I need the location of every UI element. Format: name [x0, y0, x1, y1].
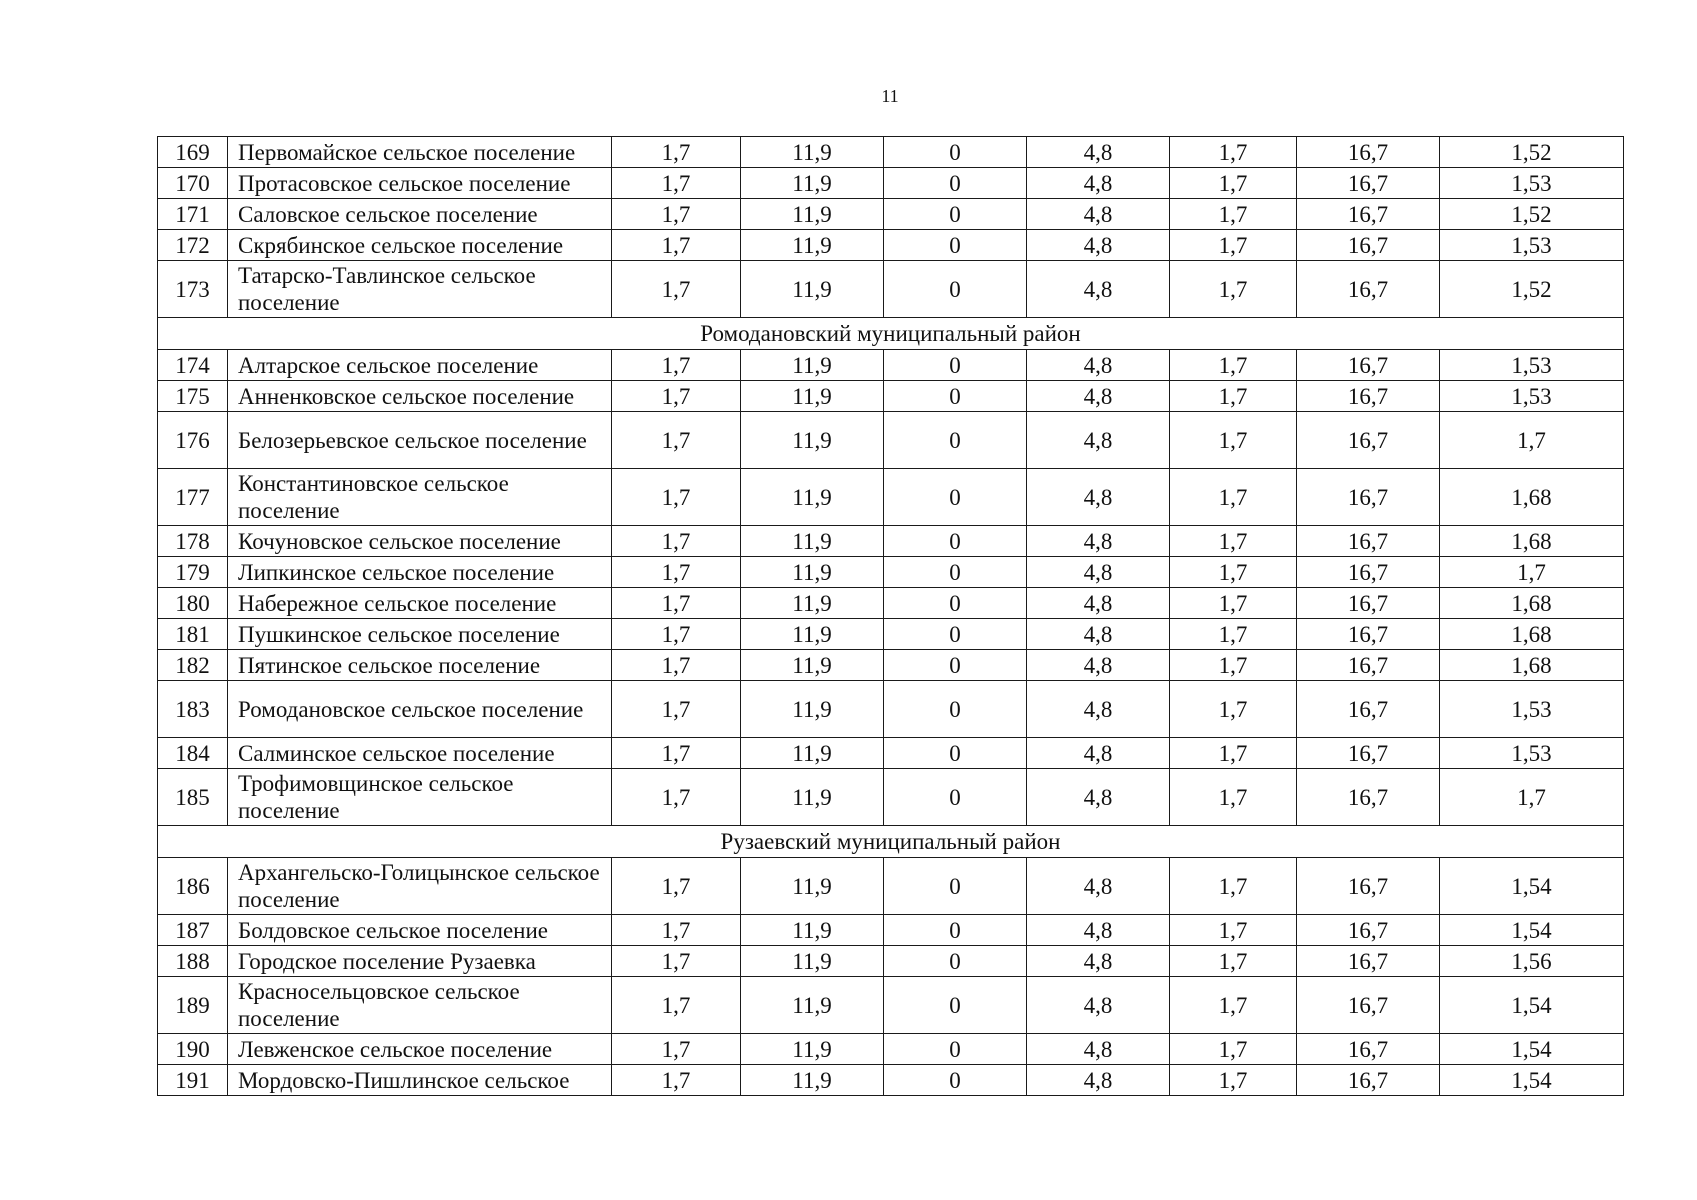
value-cell-3: 0 — [884, 619, 1027, 650]
value-cell-4: 4,8 — [1027, 261, 1170, 318]
value-cell-2: 11,9 — [741, 137, 884, 168]
value-cell-7: 1,53 — [1440, 168, 1624, 199]
value-cell-5: 1,7 — [1170, 1065, 1297, 1096]
value-cell-5: 1,7 — [1170, 526, 1297, 557]
table-row — [158, 350, 1624, 381]
table-row — [158, 557, 1624, 588]
table-row — [158, 469, 1624, 526]
settlement-name: Кочуновское сельское поселение — [228, 526, 612, 557]
value-cell-3: 0 — [884, 738, 1027, 769]
value-cell-3: 0 — [884, 412, 1027, 469]
value-cell-7: 1,53 — [1440, 681, 1624, 738]
value-cell-3: 0 — [884, 469, 1027, 526]
value-cell-3: 0 — [884, 261, 1027, 318]
row-number: 176 — [158, 412, 228, 469]
value-cell-1: 1,7 — [612, 1065, 741, 1096]
value-cell-5: 1,7 — [1170, 381, 1297, 412]
value-cell-2: 11,9 — [741, 915, 884, 946]
value-cell-4: 4,8 — [1027, 619, 1170, 650]
table-row — [158, 1065, 1624, 1096]
table-row — [158, 650, 1624, 681]
value-cell-6: 16,7 — [1297, 261, 1440, 318]
value-cell-6: 16,7 — [1297, 977, 1440, 1034]
row-number: 174 — [158, 350, 228, 381]
value-cell-7: 1,53 — [1440, 350, 1624, 381]
value-cell-2: 11,9 — [741, 526, 884, 557]
value-cell-5: 1,7 — [1170, 199, 1297, 230]
value-cell-4: 4,8 — [1027, 230, 1170, 261]
value-cell-4: 4,8 — [1027, 915, 1170, 946]
row-number: 182 — [158, 650, 228, 681]
row-number: 175 — [158, 381, 228, 412]
row-number: 180 — [158, 588, 228, 619]
settlement-name: Белозерьевское сельское поселение — [228, 412, 612, 469]
value-cell-5: 1,7 — [1170, 769, 1297, 826]
settlement-name: Мордовско-Пишлинское сельское — [228, 1065, 612, 1096]
settlement-name: Татарско-Тавлинское сельское поселение — [228, 261, 612, 318]
table-row — [158, 738, 1624, 769]
settlement-name: Набережное сельское поселение — [228, 588, 612, 619]
table-row — [158, 412, 1624, 469]
value-cell-6: 16,7 — [1297, 1034, 1440, 1065]
value-cell-4: 4,8 — [1027, 588, 1170, 619]
row-number: 172 — [158, 230, 228, 261]
value-cell-5: 1,7 — [1170, 261, 1297, 318]
value-cell-7: 1,53 — [1440, 381, 1624, 412]
value-cell-7: 1,7 — [1440, 412, 1624, 469]
value-cell-1: 1,7 — [612, 650, 741, 681]
row-number: 170 — [158, 168, 228, 199]
settlement-name: Алтарское сельское поселение — [228, 350, 612, 381]
table-row — [158, 261, 1624, 318]
value-cell-4: 4,8 — [1027, 350, 1170, 381]
value-cell-1: 1,7 — [612, 137, 741, 168]
row-number: 173 — [158, 261, 228, 318]
value-cell-6: 16,7 — [1297, 230, 1440, 261]
value-cell-6: 16,7 — [1297, 588, 1440, 619]
value-cell-2: 11,9 — [741, 977, 884, 1034]
row-number: 190 — [158, 1034, 228, 1065]
value-cell-6: 16,7 — [1297, 650, 1440, 681]
settlement-name: Пятинское сельское поселение — [228, 650, 612, 681]
settlement-name: Пушкинское сельское поселение — [228, 619, 612, 650]
value-cell-5: 1,7 — [1170, 977, 1297, 1034]
value-cell-7: 1,54 — [1440, 1034, 1624, 1065]
value-cell-3: 0 — [884, 858, 1027, 915]
table-row — [158, 381, 1624, 412]
value-cell-7: 1,68 — [1440, 469, 1624, 526]
value-cell-1: 1,7 — [612, 681, 741, 738]
table-row — [158, 946, 1624, 977]
value-cell-3: 0 — [884, 1034, 1027, 1065]
value-cell-7: 1,7 — [1440, 769, 1624, 826]
settlement-name: Первомайское сельское поселение — [228, 137, 612, 168]
value-cell-5: 1,7 — [1170, 168, 1297, 199]
value-cell-4: 4,8 — [1027, 412, 1170, 469]
value-cell-1: 1,7 — [612, 230, 741, 261]
value-cell-7: 1,68 — [1440, 588, 1624, 619]
value-cell-1: 1,7 — [612, 557, 741, 588]
value-cell-5: 1,7 — [1170, 1034, 1297, 1065]
value-cell-1: 1,7 — [612, 199, 741, 230]
table-row — [158, 977, 1624, 1034]
value-cell-2: 11,9 — [741, 619, 884, 650]
section-header-row — [158, 826, 1624, 858]
value-cell-3: 0 — [884, 588, 1027, 619]
value-cell-1: 1,7 — [612, 469, 741, 526]
section-title: Рузаевский муниципальный район — [158, 826, 1624, 858]
value-cell-4: 4,8 — [1027, 858, 1170, 915]
value-cell-2: 11,9 — [741, 230, 884, 261]
row-number: 186 — [158, 858, 228, 915]
value-cell-3: 0 — [884, 199, 1027, 230]
table-row — [158, 769, 1624, 826]
value-cell-4: 4,8 — [1027, 557, 1170, 588]
table-row — [158, 199, 1624, 230]
value-cell-3: 0 — [884, 681, 1027, 738]
value-cell-3: 0 — [884, 350, 1027, 381]
value-cell-2: 11,9 — [741, 769, 884, 826]
value-cell-5: 1,7 — [1170, 738, 1297, 769]
value-cell-1: 1,7 — [612, 946, 741, 977]
value-cell-7: 1,56 — [1440, 946, 1624, 977]
value-cell-7: 1,53 — [1440, 230, 1624, 261]
row-number: 179 — [158, 557, 228, 588]
value-cell-6: 16,7 — [1297, 769, 1440, 826]
value-cell-3: 0 — [884, 650, 1027, 681]
row-number: 189 — [158, 977, 228, 1034]
value-cell-6: 16,7 — [1297, 1065, 1440, 1096]
value-cell-2: 11,9 — [741, 858, 884, 915]
value-cell-6: 16,7 — [1297, 681, 1440, 738]
value-cell-6: 16,7 — [1297, 557, 1440, 588]
value-cell-3: 0 — [884, 977, 1027, 1034]
value-cell-1: 1,7 — [612, 381, 741, 412]
section-title: Ромодановский муниципальный район — [158, 318, 1624, 350]
value-cell-7: 1,68 — [1440, 650, 1624, 681]
value-cell-4: 4,8 — [1027, 681, 1170, 738]
row-number: 177 — [158, 469, 228, 526]
value-cell-5: 1,7 — [1170, 915, 1297, 946]
value-cell-1: 1,7 — [612, 915, 741, 946]
value-cell-5: 1,7 — [1170, 946, 1297, 977]
value-cell-2: 11,9 — [741, 168, 884, 199]
value-cell-1: 1,7 — [612, 1034, 741, 1065]
table-row — [158, 681, 1624, 738]
value-cell-6: 16,7 — [1297, 137, 1440, 168]
value-cell-6: 16,7 — [1297, 738, 1440, 769]
value-cell-5: 1,7 — [1170, 588, 1297, 619]
settlement-name: Архангельско-Голицынское сельское поселение — [228, 858, 612, 915]
value-cell-2: 11,9 — [741, 650, 884, 681]
value-cell-5: 1,7 — [1170, 137, 1297, 168]
table-row — [158, 915, 1624, 946]
value-cell-2: 11,9 — [741, 946, 884, 977]
value-cell-1: 1,7 — [612, 738, 741, 769]
value-cell-2: 11,9 — [741, 469, 884, 526]
value-cell-7: 1,52 — [1440, 199, 1624, 230]
value-cell-5: 1,7 — [1170, 412, 1297, 469]
value-cell-6: 16,7 — [1297, 469, 1440, 526]
value-cell-4: 4,8 — [1027, 769, 1170, 826]
settlement-name: Липкинское сельское поселение — [228, 557, 612, 588]
row-number: 191 — [158, 1065, 228, 1096]
value-cell-1: 1,7 — [612, 588, 741, 619]
value-cell-2: 11,9 — [741, 381, 884, 412]
value-cell-5: 1,7 — [1170, 350, 1297, 381]
row-number: 188 — [158, 946, 228, 977]
value-cell-4: 4,8 — [1027, 946, 1170, 977]
settlement-name: Протасовское сельское поселение — [228, 168, 612, 199]
value-cell-2: 11,9 — [741, 412, 884, 469]
value-cell-5: 1,7 — [1170, 858, 1297, 915]
row-number: 183 — [158, 681, 228, 738]
value-cell-1: 1,7 — [612, 350, 741, 381]
value-cell-7: 1,54 — [1440, 1065, 1624, 1096]
value-cell-1: 1,7 — [612, 412, 741, 469]
value-cell-5: 1,7 — [1170, 557, 1297, 588]
page-number: 11 — [881, 86, 899, 106]
value-cell-6: 16,7 — [1297, 168, 1440, 199]
value-cell-6: 16,7 — [1297, 381, 1440, 412]
value-cell-3: 0 — [884, 557, 1027, 588]
value-cell-3: 0 — [884, 769, 1027, 826]
row-number: 171 — [158, 199, 228, 230]
value-cell-5: 1,7 — [1170, 619, 1297, 650]
value-cell-2: 11,9 — [741, 1065, 884, 1096]
value-cell-7: 1,54 — [1440, 915, 1624, 946]
settlement-name: Болдовское сельское поселение — [228, 915, 612, 946]
value-cell-3: 0 — [884, 381, 1027, 412]
value-cell-3: 0 — [884, 946, 1027, 977]
table-body — [158, 137, 1624, 1096]
value-cell-2: 11,9 — [741, 1034, 884, 1065]
value-cell-3: 0 — [884, 915, 1027, 946]
value-cell-1: 1,7 — [612, 977, 741, 1034]
value-cell-4: 4,8 — [1027, 199, 1170, 230]
value-cell-2: 11,9 — [741, 261, 884, 318]
value-cell-7: 1,54 — [1440, 858, 1624, 915]
table-row — [158, 526, 1624, 557]
value-cell-4: 4,8 — [1027, 381, 1170, 412]
row-number: 181 — [158, 619, 228, 650]
row-number: 178 — [158, 526, 228, 557]
value-cell-2: 11,9 — [741, 557, 884, 588]
value-cell-3: 0 — [884, 526, 1027, 557]
row-number: 169 — [158, 137, 228, 168]
value-cell-4: 4,8 — [1027, 1034, 1170, 1065]
value-cell-7: 1,54 — [1440, 977, 1624, 1034]
table-row — [158, 230, 1624, 261]
value-cell-1: 1,7 — [612, 769, 741, 826]
value-cell-6: 16,7 — [1297, 858, 1440, 915]
value-cell-4: 4,8 — [1027, 526, 1170, 557]
row-number: 185 — [158, 769, 228, 826]
municipal-rates-table — [157, 136, 1624, 1096]
settlement-name: Анненковское сельское поселение — [228, 381, 612, 412]
value-cell-7: 1,53 — [1440, 738, 1624, 769]
value-cell-1: 1,7 — [612, 526, 741, 557]
value-cell-5: 1,7 — [1170, 469, 1297, 526]
table-row — [158, 168, 1624, 199]
settlement-name: Скрябинское сельское поселение — [228, 230, 612, 261]
value-cell-3: 0 — [884, 137, 1027, 168]
settlement-name: Красносельцовское сельское поселение — [228, 977, 612, 1034]
table-row — [158, 1034, 1624, 1065]
value-cell-2: 11,9 — [741, 738, 884, 769]
value-cell-6: 16,7 — [1297, 526, 1440, 557]
value-cell-6: 16,7 — [1297, 199, 1440, 230]
settlement-name: Трофимовщинское сельское поселение — [228, 769, 612, 826]
value-cell-1: 1,7 — [612, 619, 741, 650]
value-cell-5: 1,7 — [1170, 681, 1297, 738]
value-cell-7: 1,52 — [1440, 261, 1624, 318]
value-cell-7: 1,68 — [1440, 619, 1624, 650]
value-cell-4: 4,8 — [1027, 1065, 1170, 1096]
settlement-name: Константиновское сельское поселение — [228, 469, 612, 526]
table-row — [158, 137, 1624, 168]
value-cell-4: 4,8 — [1027, 650, 1170, 681]
value-cell-1: 1,7 — [612, 168, 741, 199]
value-cell-3: 0 — [884, 168, 1027, 199]
section-header-row — [158, 318, 1624, 350]
value-cell-4: 4,8 — [1027, 168, 1170, 199]
value-cell-1: 1,7 — [612, 858, 741, 915]
value-cell-1: 1,7 — [612, 261, 741, 318]
settlement-name: Саловское сельское поселение — [228, 199, 612, 230]
value-cell-3: 0 — [884, 1065, 1027, 1096]
settlement-name: Ромодановское сельское поселение — [228, 681, 612, 738]
value-cell-2: 11,9 — [741, 350, 884, 381]
value-cell-6: 16,7 — [1297, 915, 1440, 946]
row-number: 187 — [158, 915, 228, 946]
value-cell-3: 0 — [884, 230, 1027, 261]
settlement-name: Левженское сельское поселение — [228, 1034, 612, 1065]
table-row — [158, 858, 1624, 915]
value-cell-4: 4,8 — [1027, 738, 1170, 769]
value-cell-2: 11,9 — [741, 199, 884, 230]
value-cell-2: 11,9 — [741, 588, 884, 619]
value-cell-2: 11,9 — [741, 681, 884, 738]
value-cell-4: 4,8 — [1027, 469, 1170, 526]
row-number: 184 — [158, 738, 228, 769]
value-cell-7: 1,68 — [1440, 526, 1624, 557]
settlement-name: Городское поселение Рузаевка — [228, 946, 612, 977]
value-cell-5: 1,7 — [1170, 230, 1297, 261]
value-cell-7: 1,7 — [1440, 557, 1624, 588]
value-cell-4: 4,8 — [1027, 137, 1170, 168]
value-cell-6: 16,7 — [1297, 946, 1440, 977]
settlement-name: Салминское сельское поселение — [228, 738, 612, 769]
table-row — [158, 588, 1624, 619]
value-cell-5: 1,7 — [1170, 650, 1297, 681]
value-cell-7: 1,52 — [1440, 137, 1624, 168]
value-cell-6: 16,7 — [1297, 350, 1440, 381]
value-cell-6: 16,7 — [1297, 619, 1440, 650]
value-cell-6: 16,7 — [1297, 412, 1440, 469]
table-row — [158, 619, 1624, 650]
value-cell-4: 4,8 — [1027, 977, 1170, 1034]
